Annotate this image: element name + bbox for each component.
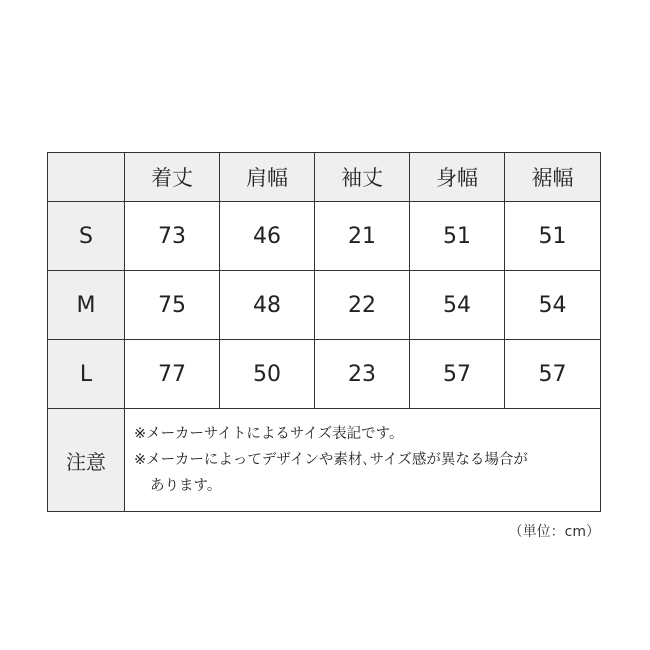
table-row [48,202,601,271]
header-cell-hem: 裾幅 [505,153,601,202]
table-cell: 57 [505,340,601,409]
table-cell: 73 [125,202,220,271]
table-cell: 23 [315,340,410,409]
note-line: ※メーカーによってデザインや素材､サイズ感が異なる場合が [134,452,528,468]
header-cell-chest: 身幅 [410,153,505,202]
table-cell: 75 [125,271,220,340]
table-cell: 57 [410,340,505,409]
header-corner-cell [48,153,125,202]
size-label-l: L [48,340,125,409]
size-label-m: M [48,271,125,340]
header-row [48,153,601,202]
note-line: あります。 [150,478,222,494]
table-cell: 22 [315,271,410,340]
table-cell: 46 [220,202,315,271]
table-cell: 48 [220,271,315,340]
notes-cell [125,409,601,512]
unit-label: （単位：cm） [508,524,600,540]
table-cell: 50 [220,340,315,409]
size-table [47,152,601,512]
header-cell-sleeve: 袖丈 [315,153,410,202]
notes-label: 注意 [48,409,125,512]
table-cell: 54 [410,271,505,340]
table-row [48,340,601,409]
header-cell-length: 着丈 [125,153,220,202]
table-row [48,271,601,340]
header-cell-shoulder: 肩幅 [220,153,315,202]
note-line: ※メーカーサイトによるサイズ表記です。 [134,426,404,442]
table-cell: 77 [125,340,220,409]
table-cell: 51 [410,202,505,271]
notes-row [48,409,601,512]
size-label-s: S [48,202,125,271]
table-cell: 21 [315,202,410,271]
table-cell: 51 [505,202,601,271]
table-cell: 54 [505,271,601,340]
